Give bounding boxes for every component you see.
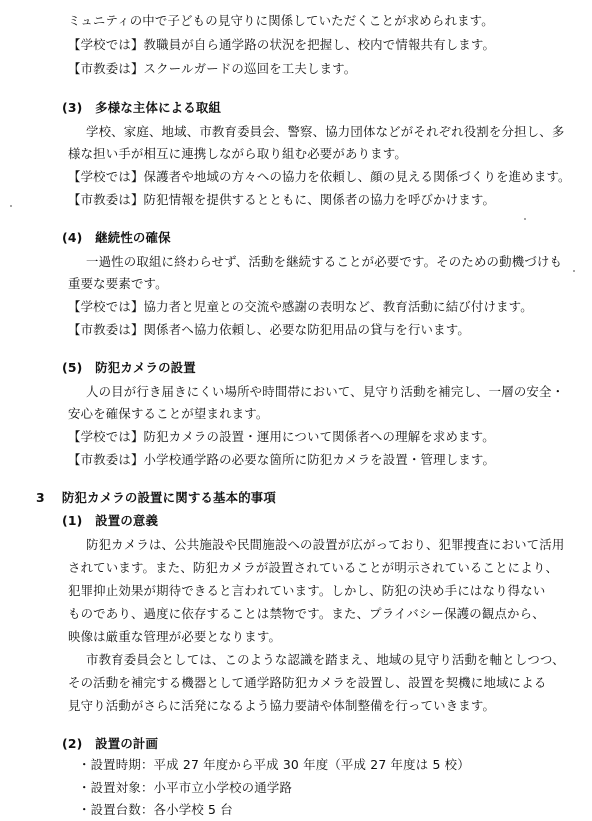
section-4-body-line: 一過性の取組に終わらせず、活動を継続することが必要です。そのための動機づけも: [86, 254, 563, 269]
subsection-1-line: 犯罪抑止効果が期待できると言われています。しかし、防犯の決め手にはなり得ない: [68, 583, 546, 598]
section-3-heading: (3) 多様な主体による取組: [62, 100, 222, 115]
section-3-body-line: 様な担い手が相互に連携しながら取り組む必要があります。: [68, 146, 407, 161]
plan-item: ・設置対象：小平市立小学校の通学路: [78, 780, 293, 795]
section-5-body-line: 安心を確保することが望まれます。: [68, 406, 269, 421]
section-4-board-note: 【市教委は】関係者へ協力依頼し、必要な防犯用品の貸与を行います。: [68, 322, 470, 337]
section-4-heading: (4) 継続性の確保: [62, 230, 171, 245]
intro-line: ミュニティの中で子どもの見守りに関係していただくことが求められます。: [68, 13, 494, 28]
intro-school-note: 【学校では】教職員が自ら通学路の状況を把握し、校内で情報共有します。: [68, 37, 496, 52]
section-5-board-note: 【市教委は】小学校通学路の必要な箇所に防犯カメラを設置・管理します。: [68, 452, 496, 467]
section-3-school-note: 【学校では】保護者や地域の方々への協力を依頼し、顔の見える関係づくりを進めます。: [68, 169, 571, 184]
subsection-1-line: その活動を補完する機器として通学路防犯カメラを設置し、設置を契機に地域による: [68, 675, 547, 690]
section-4-body-line: 重要な要素です。: [68, 276, 168, 291]
plan-item: ・設置台数：各小学校 5 台: [78, 802, 233, 817]
section-5-body-line: 人の目が行き届きにくい場所や時間帯において、見守り活動を補完し、一層の安全・: [86, 384, 565, 399]
subsection-1-line: 市教育委員会としては、このような認識を踏まえ、地域の見守り活動を軸としつつ、: [86, 652, 565, 667]
section-5-heading: (5) 防犯カメラの設置: [62, 360, 196, 375]
subsection-1-line: されています。また、防犯カメラが設置されていることが明示されていることにより、: [68, 560, 559, 575]
intro-board-note: 【市教委は】スクールガードの巡回を工夫します。: [68, 61, 357, 76]
scan-speck: [573, 270, 575, 272]
subsection-1-line: 防犯カメラは、公共施設や民間施設への設置が広がっており、犯罪捜査において活用: [86, 537, 565, 552]
subsection-1-line: ものであり、過度に依存することは禁物です。また、プライバシー保護の観点から、: [68, 606, 545, 621]
plan-item: ・設置時期：平成 27 年度から平成 30 年度（平成 27 年度は 5 校）: [78, 757, 470, 772]
subsection-1-line: 映像は厳重な管理が必要となります。: [68, 629, 282, 644]
section-5-school-note: 【学校では】防犯カメラの設置・運用について関係者への理解を求めます。: [68, 429, 495, 444]
subsection-1-heading: (1) 設置の意義: [62, 513, 159, 528]
subsection-2-heading: (2) 設置の計画: [62, 736, 159, 751]
scan-speck: [524, 218, 526, 220]
section-4-school-note: 【学校では】協力者と児童との交流や感謝の表明など、教育活動に結び付けます。: [68, 299, 533, 314]
chapter-3-heading: 3 防犯カメラの設置に関する基本的事項: [36, 490, 276, 505]
section-3-body-line: 学校、家庭、地域、市教育委員会、警察、協力団体などがそれぞれ役割を分担し、多: [86, 124, 565, 139]
section-3-board-note: 【市教委は】防犯情報を提供するとともに、関係者の協力を呼びかけます。: [68, 192, 496, 207]
scan-speck: [10, 205, 12, 207]
subsection-1-line: 見守り活動がさらに活発になるよう協力要請や体制整備を行っていきます。: [68, 698, 496, 713]
